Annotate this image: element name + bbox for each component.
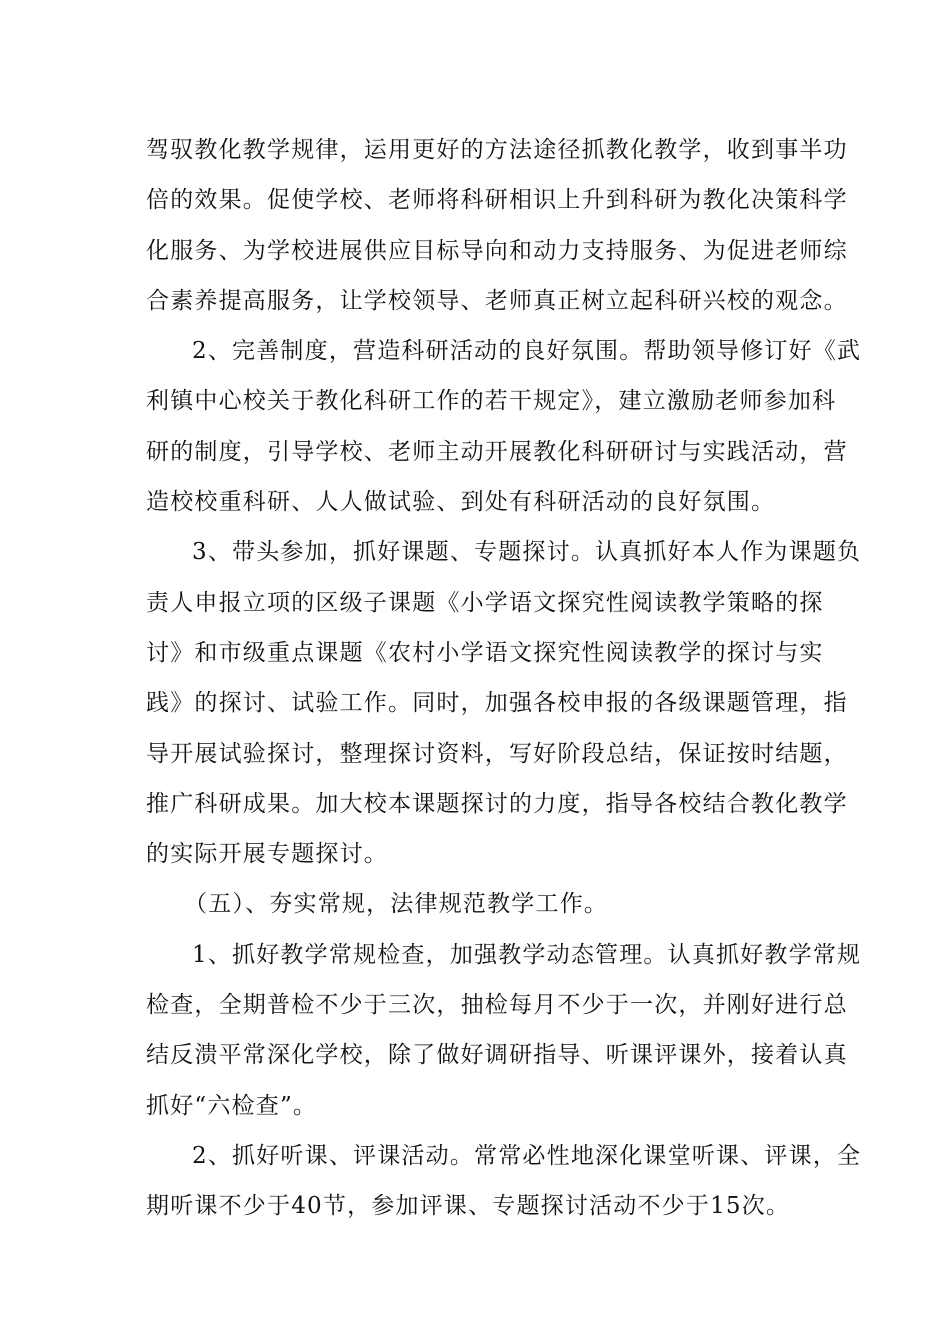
body-line: 责人申报立项的区级子课题《小学语文探究性阅读教学策略的探 xyxy=(146,589,824,616)
body-line: 检查，全期普检不少于三次，抽检每月不少于一次，并刚好进行总 xyxy=(146,992,848,1019)
section-heading: （五）、夯实常规，法律规范教学工作。 xyxy=(184,891,609,918)
document-body xyxy=(146,125,862,1232)
body-line: 导开展试验探讨，整理探讨资料，写好阶段总结，保证按时结题， xyxy=(146,740,848,767)
body-line: 践》的探讨、试验工作。同时，加强各校申报的各级课题管理，指 xyxy=(146,690,848,717)
body-line: 驾驭教化教学规律，运用更好的方法途径抓教化教学，收到事半功 xyxy=(146,137,848,163)
body-line: 合素养提高服务，让学校领导、老师真正树立起科研兴校的观念。 xyxy=(146,287,848,314)
paragraph-start-line: 3、带头参加，抓好课题、专题探讨。认真抓好本人作为课题负 xyxy=(192,539,862,566)
body-line: 造校校重科研、人人做试验、到处有科研活动的良好氛围。 xyxy=(146,489,776,516)
body-line: 讨》和市级重点课题《农村小学语文探究性阅读教学的探讨与实 xyxy=(146,639,824,666)
body-line: 期听课不少于40节，参加评课、专题探讨活动不少于15次。 xyxy=(146,1193,791,1220)
paragraph-start-line: 2、完善制度，营造科研活动的良好氛围。帮助领导修订好《武 xyxy=(192,338,862,365)
body-line: 抓好“六检查”。 xyxy=(146,1092,318,1119)
paragraph-start-line: 2、抓好听课、评课活动。常常必性地深化课堂听课、评课，全 xyxy=(192,1142,862,1169)
body-line: 推广科研成果。加大校本课题探讨的力度，指导各校结合教化教学 xyxy=(146,790,848,817)
body-line: 化服务、为学校进展供应目标导向和动力支持服务、为促进老师综 xyxy=(146,237,848,264)
body-line: 的实际开展专题探讨。 xyxy=(146,841,388,868)
paragraph-start-line: 1、抓好教学常规检查，加强教学动态管理。认真抓好教学常规 xyxy=(192,941,862,968)
body-line: 结反溃平常深化学校，除了做好调研指导、听课评课外，接着认真 xyxy=(146,1042,848,1069)
body-line: 倍的效果。促使学校、老师将科研相识上升到科研为教化决策科学 xyxy=(146,187,848,214)
body-line: 研的制度，引导学校、老师主动开展教化科研研讨与实践活动，营 xyxy=(146,438,848,465)
body-line: 利镇中心校关于教化科研工作的若干规定》，建立激励老师参加科 xyxy=(146,388,837,415)
